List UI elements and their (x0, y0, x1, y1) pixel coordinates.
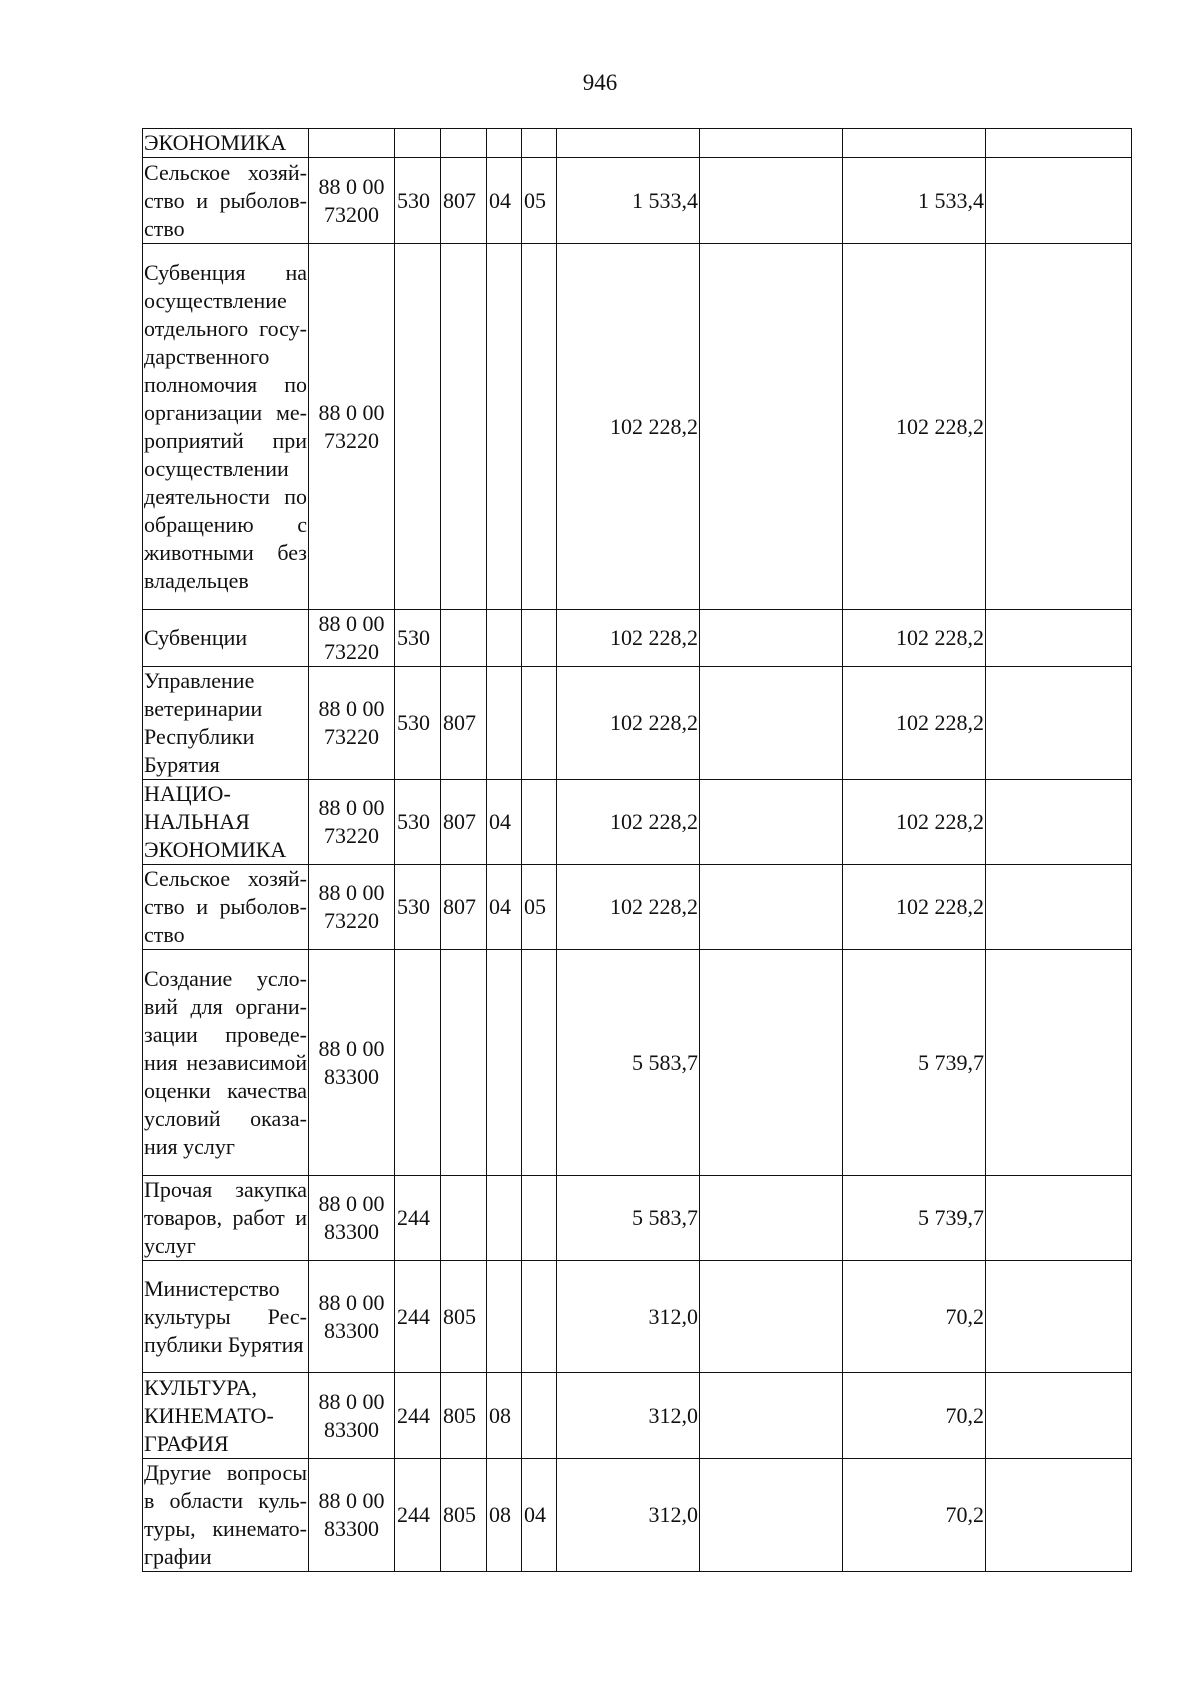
cell-expense-type: 530 (395, 667, 441, 780)
cell-expense-type: 530 (395, 780, 441, 865)
cell-amount-3: 5 739,7 (843, 1176, 986, 1261)
cell-expense-type (395, 129, 441, 158)
table-row (143, 1176, 1132, 1261)
table-row (143, 865, 1132, 950)
cell-section (487, 244, 522, 610)
cell-ministry: 807 (441, 667, 487, 780)
cell-subsection (522, 244, 557, 610)
cell-name: Создание условий для организации проведения независимой оценки качества условий оказания услуг (143, 950, 309, 1176)
cell-ministry (441, 129, 487, 158)
cell-amount-1: 312,0 (557, 1459, 700, 1572)
cell-amount-1: 5 583,7 (557, 950, 700, 1176)
cell-empty (986, 865, 1132, 950)
cell-amount-3: 5 739,7 (843, 950, 986, 1176)
cell-expense-type: 244 (395, 1373, 441, 1459)
cell-subsection: 05 (522, 865, 557, 950)
cell-subsection (522, 667, 557, 780)
cell-ministry: 805 (441, 1373, 487, 1459)
cell-ministry (441, 950, 487, 1176)
cell-ministry (441, 1176, 487, 1261)
cell-subsection (522, 1261, 557, 1373)
cell-expense-type: 530 (395, 610, 441, 667)
cell-empty (986, 1261, 1132, 1373)
cell-amount-2 (700, 950, 843, 1176)
cell-target-article: 88 0 00 73200 (309, 158, 395, 244)
cell-amount-1: 102 228,2 (557, 667, 700, 780)
table-row (143, 950, 1132, 1176)
cell-subsection (522, 129, 557, 158)
cell-ministry (441, 244, 487, 610)
cell-target-article: 88 0 00 83300 (309, 1373, 395, 1459)
cell-expense-type: 244 (395, 1459, 441, 1572)
cell-amount-1: 102 228,2 (557, 865, 700, 950)
cell-name: НАЦИОНАЛЬНАЯ ЭКОНОМИКА (143, 780, 309, 865)
cell-name: Другие вопросы в области культуры, кинематографии (143, 1459, 309, 1572)
table-row (143, 667, 1132, 780)
cell-section: 04 (487, 865, 522, 950)
cell-amount-3: 102 228,2 (843, 667, 986, 780)
cell-amount-3: 102 228,2 (843, 780, 986, 865)
cell-target-article: 88 0 00 73220 (309, 610, 395, 667)
cell-target-article: 88 0 00 83300 (309, 950, 395, 1176)
cell-target-article: 88 0 00 83300 (309, 1261, 395, 1373)
cell-ministry: 805 (441, 1261, 487, 1373)
cell-empty (986, 1176, 1132, 1261)
cell-section (487, 1176, 522, 1261)
cell-amount-1: 102 228,2 (557, 244, 700, 610)
cell-name: ЭКОНОМИКА (143, 129, 309, 158)
cell-amount-1: 5 583,7 (557, 1176, 700, 1261)
cell-ministry: 805 (441, 1459, 487, 1572)
cell-subsection (522, 1176, 557, 1261)
table-row (143, 610, 1132, 667)
cell-section (487, 610, 522, 667)
cell-ministry (441, 610, 487, 667)
cell-amount-1: 102 228,2 (557, 610, 700, 667)
cell-subsection: 04 (522, 1459, 557, 1572)
table-row (143, 129, 1132, 158)
cell-name: Субвенции (143, 610, 309, 667)
cell-amount-3: 102 228,2 (843, 610, 986, 667)
table-row (143, 244, 1132, 610)
cell-target-article: 88 0 00 73220 (309, 667, 395, 780)
cell-target-article: 88 0 00 83300 (309, 1176, 395, 1261)
cell-amount-2 (700, 1261, 843, 1373)
cell-target-article: 88 0 00 73220 (309, 244, 395, 610)
cell-amount-2 (700, 129, 843, 158)
table-row (143, 1459, 1132, 1572)
cell-amount-1: 102 228,2 (557, 780, 700, 865)
cell-subsection (522, 950, 557, 1176)
cell-section: 04 (487, 780, 522, 865)
cell-section (487, 950, 522, 1176)
cell-amount-3: 102 228,2 (843, 865, 986, 950)
cell-name: Субвенция на осуществление отдельного государственного полномочия по организации мероприятий при осуществлении деятельности по обращению с животными без владельцев (143, 244, 309, 610)
cell-target-article: 88 0 00 73220 (309, 865, 395, 950)
cell-amount-2 (700, 244, 843, 610)
cell-name: Управление ветеринарии Республики Бурятия (143, 667, 309, 780)
cell-target-article: 88 0 00 73220 (309, 780, 395, 865)
cell-name: Прочая закупка товаров, работ и услуг (143, 1176, 309, 1261)
table-row (143, 1261, 1132, 1373)
cell-amount-1: 312,0 (557, 1373, 700, 1459)
cell-empty (986, 129, 1132, 158)
cell-empty (986, 780, 1132, 865)
cell-subsection: 05 (522, 158, 557, 244)
cell-amount-2 (700, 1373, 843, 1459)
cell-expense-type (395, 950, 441, 1176)
cell-amount-2 (700, 158, 843, 244)
cell-section (487, 1261, 522, 1373)
cell-subsection (522, 1373, 557, 1459)
cell-expense-type: 530 (395, 158, 441, 244)
cell-subsection (522, 610, 557, 667)
cell-target-article: 88 0 00 83300 (309, 1459, 395, 1572)
cell-section: 08 (487, 1459, 522, 1572)
table-row (143, 780, 1132, 865)
cell-name: Министерство культуры Республики Бурятия (143, 1261, 309, 1373)
table-body (143, 129, 1132, 1572)
cell-empty (986, 158, 1132, 244)
cell-expense-type: 244 (395, 1176, 441, 1261)
cell-empty (986, 1459, 1132, 1572)
cell-amount-3: 70,2 (843, 1373, 986, 1459)
cell-ministry: 807 (441, 780, 487, 865)
table-row (143, 1373, 1132, 1459)
cell-amount-3: 1 533,4 (843, 158, 986, 244)
cell-empty (986, 667, 1132, 780)
cell-section (487, 667, 522, 780)
cell-section (487, 129, 522, 158)
cell-amount-2 (700, 667, 843, 780)
cell-empty (986, 950, 1132, 1176)
cell-amount-2 (700, 780, 843, 865)
cell-name: Сельское хозяйство и рыболовство (143, 158, 309, 244)
cell-section: 04 (487, 158, 522, 244)
cell-amount-2 (700, 610, 843, 667)
cell-section: 08 (487, 1373, 522, 1459)
cell-amount-2 (700, 1176, 843, 1261)
budget-table (142, 128, 1132, 1572)
cell-amount-2 (700, 865, 843, 950)
cell-target-article (309, 129, 395, 158)
cell-subsection (522, 780, 557, 865)
cell-ministry: 807 (441, 158, 487, 244)
cell-amount-3 (843, 129, 986, 158)
cell-ministry: 807 (441, 865, 487, 950)
cell-amount-1: 1 533,4 (557, 158, 700, 244)
cell-expense-type: 244 (395, 1261, 441, 1373)
cell-amount-3: 102 228,2 (843, 244, 986, 610)
cell-expense-type: 530 (395, 865, 441, 950)
cell-amount-3: 70,2 (843, 1261, 986, 1373)
table-row (143, 158, 1132, 244)
cell-amount-1 (557, 129, 700, 158)
cell-empty (986, 244, 1132, 610)
cell-expense-type (395, 244, 441, 610)
cell-amount-2 (700, 1459, 843, 1572)
cell-empty (986, 610, 1132, 667)
cell-empty (986, 1373, 1132, 1459)
cell-name: Сельское хозяйство и рыболовство (143, 865, 309, 950)
cell-amount-1: 312,0 (557, 1261, 700, 1373)
page-number: 946 (582, 70, 618, 95)
cell-amount-3: 70,2 (843, 1459, 986, 1572)
cell-name: КУЛЬТУРА, КИНЕМАТОГРАФИЯ (143, 1373, 309, 1459)
